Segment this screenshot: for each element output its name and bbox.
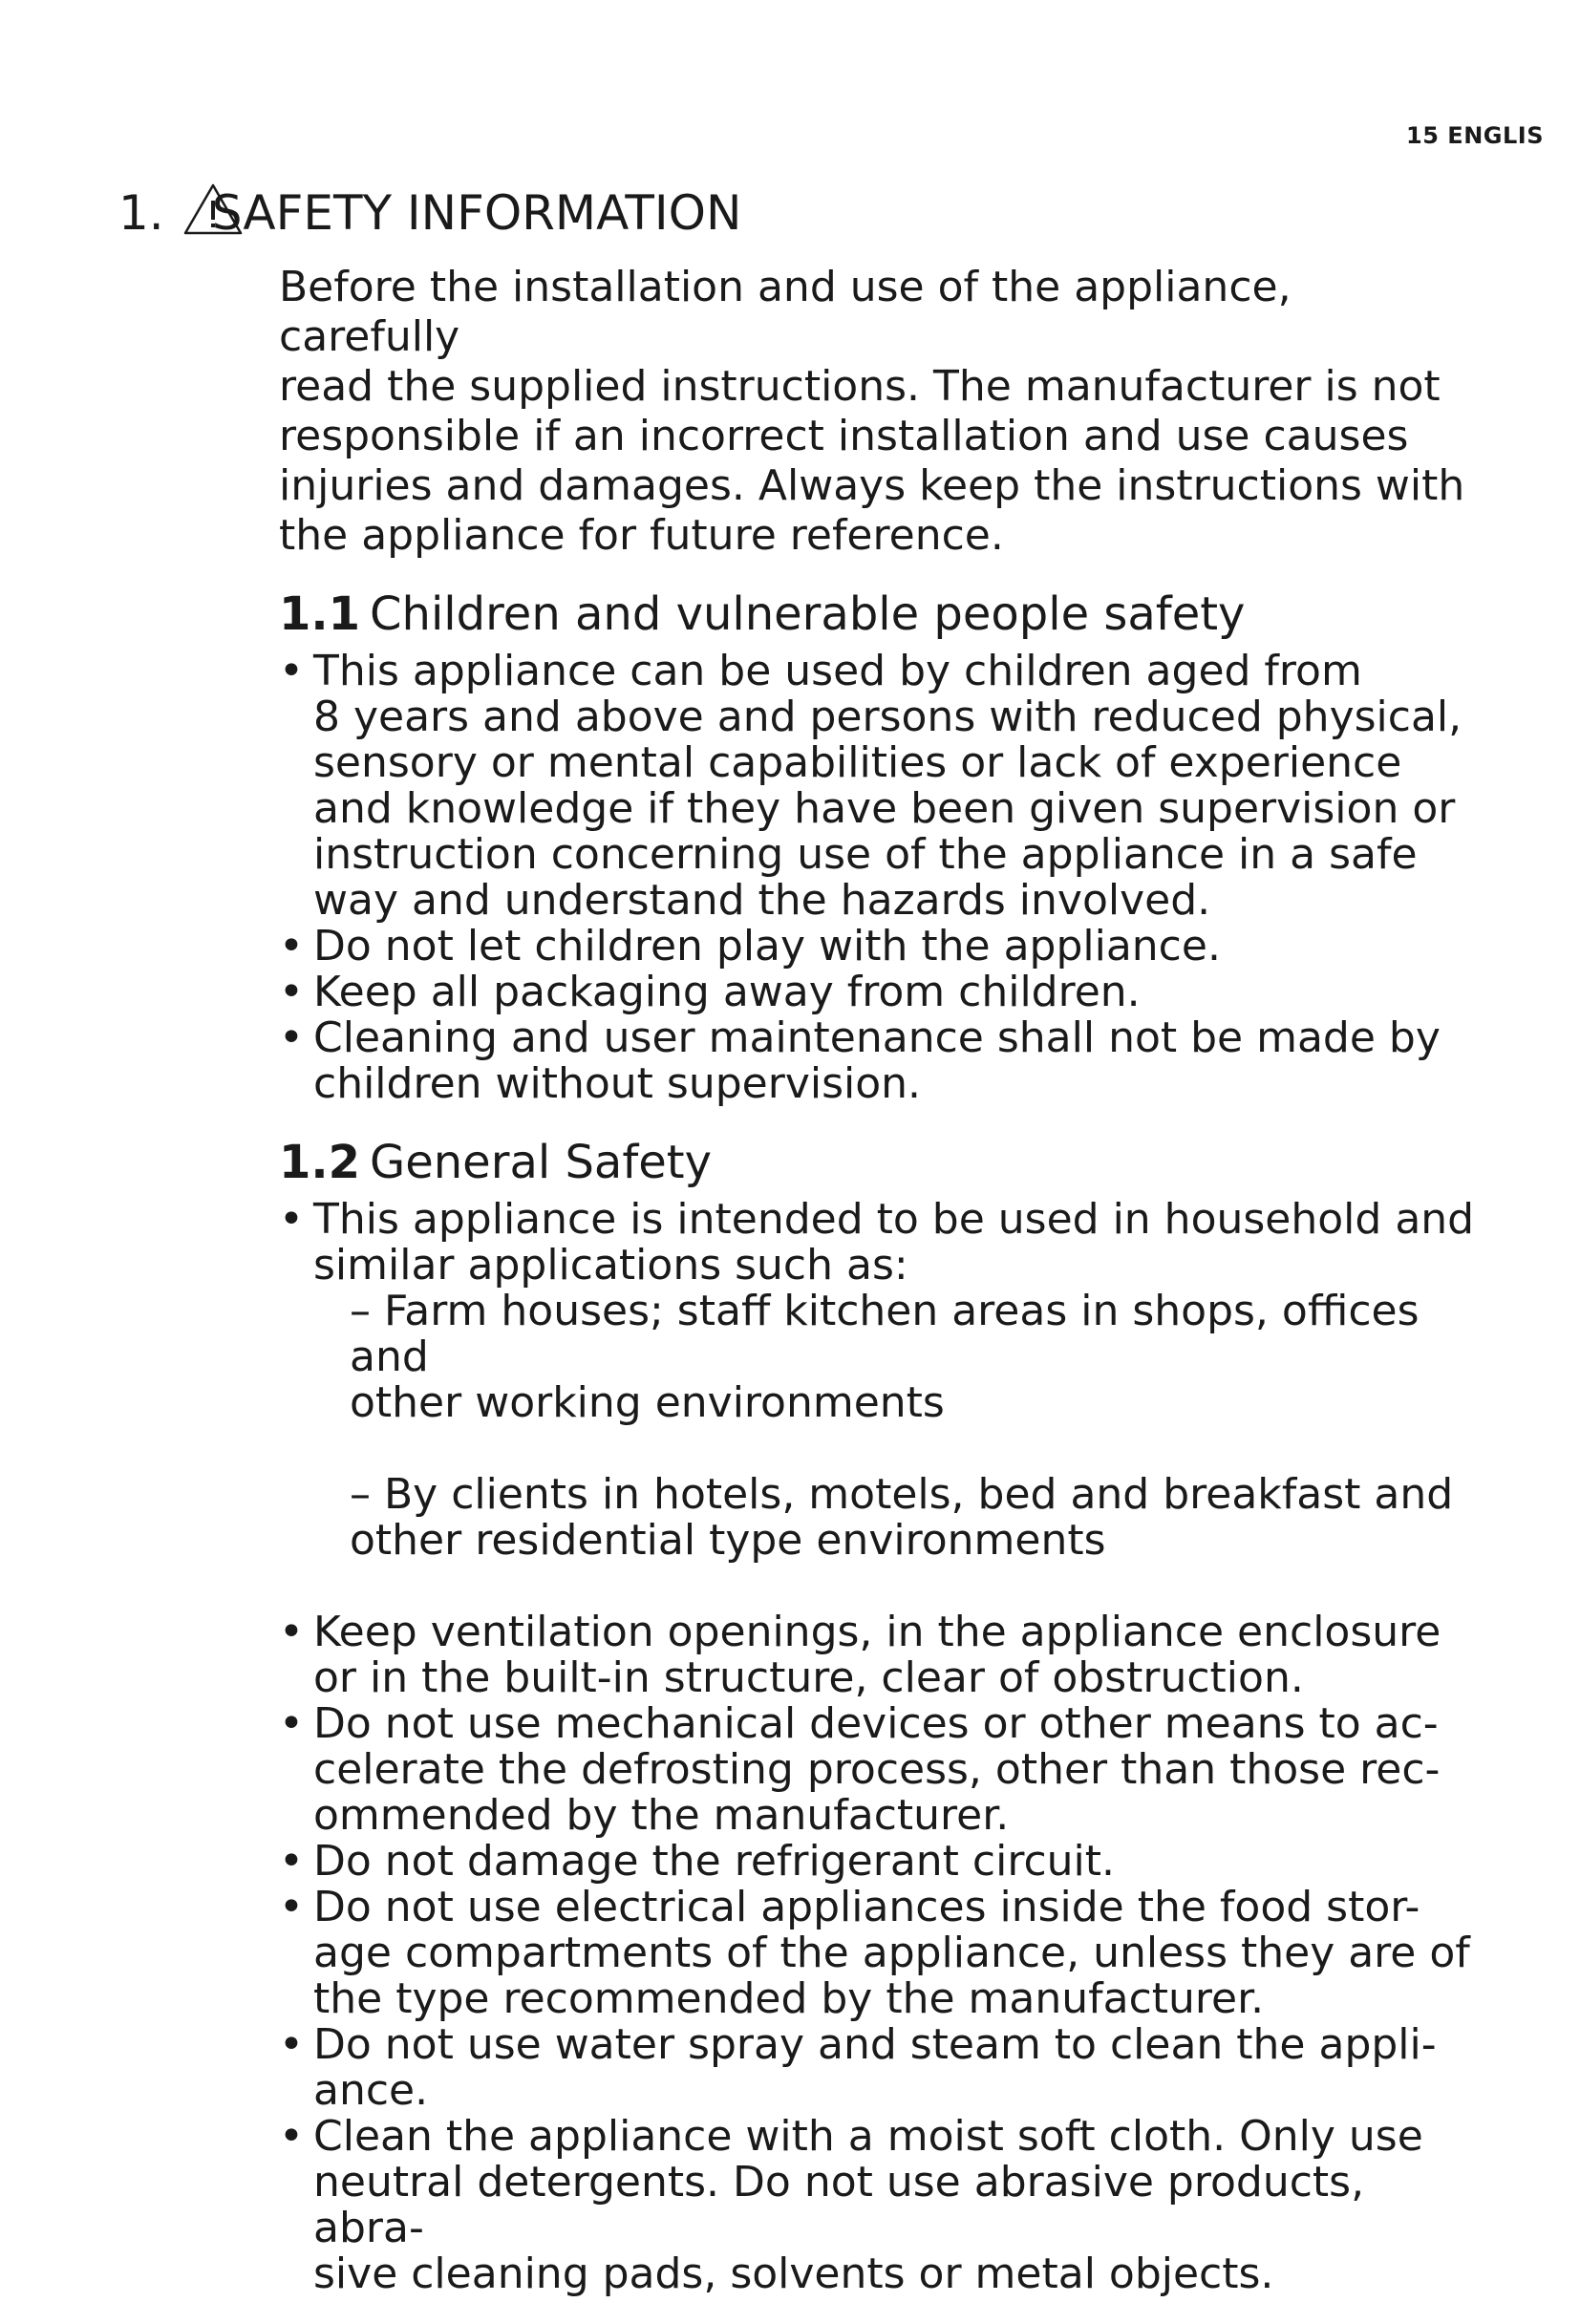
bullet-icon: • <box>279 1608 304 1656</box>
bullet-icon: • <box>279 1837 304 1886</box>
sub-list-item: – Farm houses; staff kitchen areas in shops, offices and other working environments <box>350 1287 1420 1427</box>
list-item-text: Keep all packaging away from children. <box>313 968 1141 1016</box>
bullet-icon: • <box>279 1699 304 1748</box>
bullet-icon: • <box>279 1883 304 1931</box>
list-item-text: Keep ventilation openings, in the appliance enclosure or in the built-in structure, clear of obstruction. <box>313 1608 1441 1702</box>
bullet-icon: • <box>279 1195 304 1244</box>
list-item <box>279 649 1483 924</box>
subsection-number: 1.1 <box>279 587 361 641</box>
list-item-text: Cleaning and user maintenance shall not be made by children without supervision. <box>313 1013 1441 1108</box>
list-item <box>279 1885 1483 2022</box>
general-safety-list <box>279 1197 1483 2297</box>
list-item-text: Do not use electrical appliances inside the food stor- age compartments of the appliance, unless they are of the type recommended by the manufacturer. <box>313 1883 1470 2023</box>
bullet-icon: • <box>279 968 304 1016</box>
subsection-heading-1-1 <box>279 586 1483 643</box>
subsection-number: 1.2 <box>279 1136 361 1189</box>
list-item-text: Do not use mechanical devices or other means to ac- celerate the defrosting process, other than those rec- ommended by the manufacturer. <box>313 1699 1441 1840</box>
subsection-heading-1-2 <box>279 1134 1483 1191</box>
bullet-icon: • <box>279 2020 304 2069</box>
bullet-icon: • <box>279 922 304 970</box>
list-item-text: Clean the appliance with a moist soft cloth. Only use neutral detergents. Do not use abrasive products, abra- sive cleaning pads, solvents or metal objects. <box>313 2112 1423 2298</box>
list-item-text: Do not let children play with the appliance. <box>313 922 1221 970</box>
list-item-text: This appliance can be used by children aged from 8 years and above and persons with reduced physical, sensory or mental capabilities or lack of experience and knowledge if they have been given supervision or instruction concerning use of the appliance in a safe way and understand the hazards involved. <box>313 647 1463 925</box>
list-item-text: This appliance is intended to be used in household and similar applications such as: <box>313 1195 1475 1290</box>
children-safety-list <box>279 649 1483 1107</box>
list-item <box>279 924 1483 970</box>
intro-paragraph: Before the installation and use of the appliance, carefully read the supplied instructions. The manufacturer is not responsible if an incorrect installation and use causes injuries and damages. Always keep the instructions with the appliance for future reference. <box>279 263 1465 560</box>
section-number: 1. <box>118 185 164 241</box>
subsection-title: General Safety <box>370 1136 712 1189</box>
list-item-text: Do not damage the refrigerant circuit. <box>313 1837 1115 1886</box>
section-heading <box>118 181 741 242</box>
bullet-icon: • <box>279 2112 304 2161</box>
list-item <box>279 2114 1483 2297</box>
list-item <box>279 2022 1483 2114</box>
list-item <box>279 1701 1483 1839</box>
list-item <box>279 1015 1483 1107</box>
list-item <box>279 1197 1483 1610</box>
list-item <box>279 1839 1483 1885</box>
list-item <box>279 1610 1483 1701</box>
section-title: SAFETY INFORMATION <box>211 185 742 241</box>
bullet-icon: • <box>279 647 304 695</box>
document-body <box>279 263 1483 2324</box>
page-number: 15 ENGLIS <box>1406 122 1544 149</box>
bullet-icon: • <box>279 1013 304 1062</box>
list-item-text: Do not use water spray and steam to clean the appli- ance. <box>313 2020 1437 2115</box>
list-item <box>279 970 1483 1015</box>
subsection-title: Children and vulnerable people safety <box>370 587 1246 641</box>
sub-list-item: – By clients in hotels, motels, bed and breakfast and other residential type environments <box>350 1470 1454 1565</box>
